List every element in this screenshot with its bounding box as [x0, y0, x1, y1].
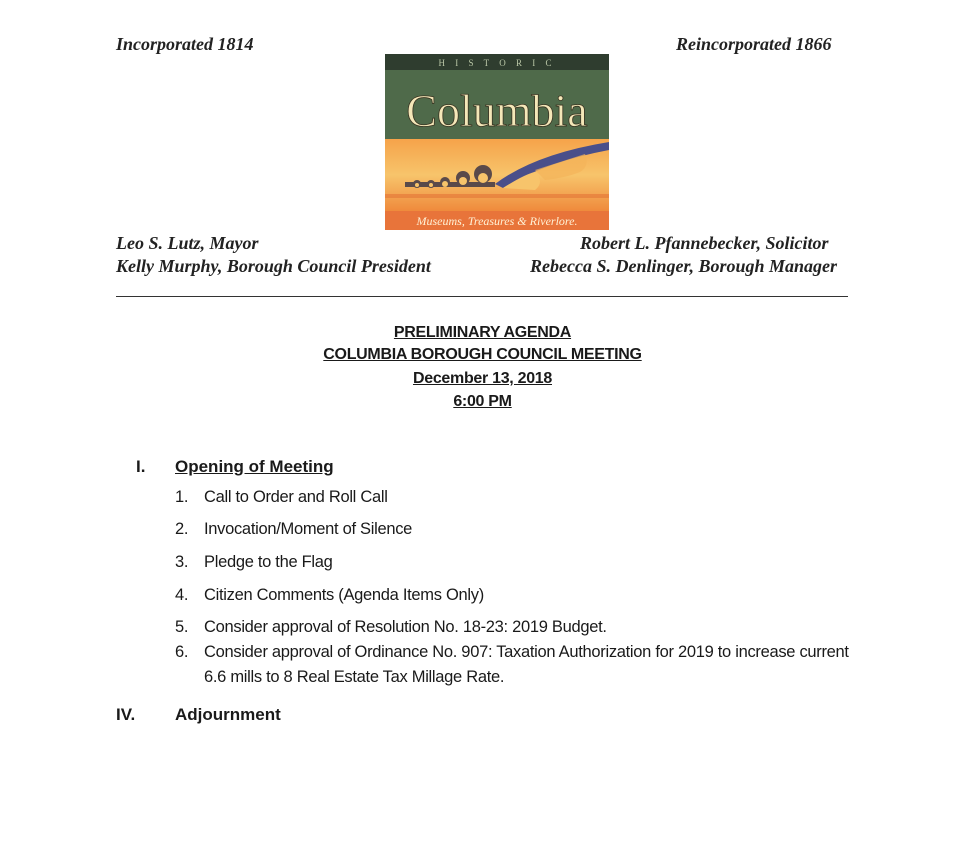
- meeting-date: December 13, 2018: [412, 370, 552, 387]
- incorporated-text: Incorporated 1814: [116, 34, 254, 54]
- meeting-time: 6:00 PM: [453, 393, 512, 410]
- council-president-name: Kelly Murphy, Borough Council President: [116, 256, 431, 276]
- borough-manager-name: Rebecca S. Denlinger, Borough Manager: [530, 256, 838, 276]
- agenda-item: 3. Pledge to the Flag: [175, 553, 333, 571]
- agenda-item: 6. Consider approval of Ordinance No. 907: Taxation Authorization for 2019 to increase current: [175, 643, 849, 661]
- mayor-name: Leo S. Lutz, Mayor: [116, 233, 259, 253]
- reincorporated-text: Reincorporated 1866: [676, 34, 832, 54]
- solicitor-name: Robert L. Pfannebecker, Solicitor: [580, 233, 829, 253]
- logo-top-text: H I S T O R I C: [438, 58, 556, 68]
- agenda-item: 2. Invocation/Moment of Silence: [175, 520, 413, 538]
- logo-name: Columbia: [406, 85, 588, 136]
- section-title: Adjournment: [175, 705, 281, 724]
- agenda-item: 4. Citizen Comments (Agenda Items Only): [175, 586, 484, 604]
- agenda-title: PRELIMINARY AGENDA: [393, 324, 572, 341]
- agenda-item: 1. Call to Order and Roll Call: [175, 488, 388, 506]
- meeting-name: COLUMBIA BOROUGH COUNCIL MEETING: [323, 346, 642, 363]
- agenda-item-continuation: 6.6 mills to 8 Real Estate Tax Millage Rate.: [204, 668, 505, 686]
- section-numeral: I.: [136, 457, 146, 476]
- historic-columbia-logo: [385, 54, 609, 230]
- section-title: Opening of Meeting: [175, 457, 334, 476]
- agenda-item: 5. Consider approval of Resolution No. 18-23: 2019 Budget.: [175, 618, 607, 636]
- logo-tagline: Museums, Treasures & Riverlore.: [416, 214, 578, 228]
- letterhead-divider: [116, 296, 848, 297]
- section-numeral: IV.: [116, 705, 136, 724]
